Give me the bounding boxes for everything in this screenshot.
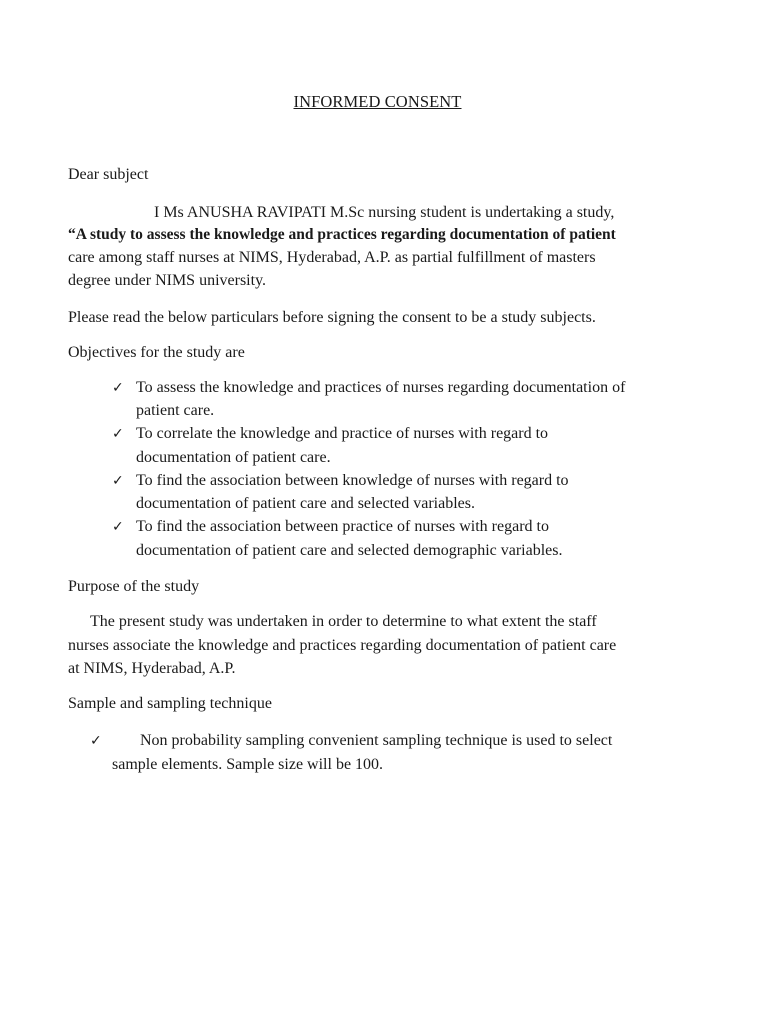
sample-line-2: sample elements. Sample size will be 100. xyxy=(112,756,384,773)
checkmark-icon: ✓ xyxy=(112,380,124,396)
objective-3-line-2: documentation of patient care and selected variables. xyxy=(136,495,475,512)
read-notice: Please read the below particulars before signing the consent to be a study subjects. xyxy=(68,309,596,326)
checkmark-icon: ✓ xyxy=(90,733,102,749)
objective-1-line-1: To assess the knowledge and practices of nurses regarding documentation of xyxy=(136,379,626,396)
objective-3-line-1: To find the association between knowledge of nurses with regard to xyxy=(136,472,569,489)
checkmark-icon: ✓ xyxy=(112,426,124,442)
salutation: Dear subject xyxy=(68,166,149,183)
document-title: INFORMED CONSENT xyxy=(293,92,462,111)
objective-4-line-1: To find the association between practice of nurses with regard to xyxy=(136,518,549,535)
checkmark-icon: ✓ xyxy=(112,519,124,535)
objective-4-line-2: documentation of patient care and selected demographic variables. xyxy=(136,542,563,559)
objective-2-line-1: To correlate the knowledge and practice of nurses with regard to xyxy=(136,425,549,442)
purpose-heading: Purpose of the study xyxy=(68,578,200,595)
checkmark-icon: ✓ xyxy=(112,473,124,489)
intro-line-4: degree under NIMS university. xyxy=(68,272,267,289)
study-title-bold: “A study to assess the knowledge and practices regarding documentation of patient xyxy=(68,226,616,243)
intro-line-1: I Ms ANUSHA RAVIPATI M.Sc nursing student is undertaking a study, xyxy=(154,204,615,221)
objective-1-line-2: patient care. xyxy=(136,402,215,419)
objectives-heading: Objectives for the study are xyxy=(68,344,245,361)
purpose-line-1: The present study was undertaken in order to determine to what extent the staff xyxy=(90,613,597,630)
purpose-line-2: nurses associate the knowledge and practices regarding documentation of patient care xyxy=(68,637,617,654)
sample-line-1: Non probability sampling convenient sampling technique is used to select xyxy=(140,732,613,749)
intro-line-3: care among staff nurses at NIMS, Hyderabad, A.P. as partial fulfillment of masters xyxy=(68,249,596,266)
sample-heading: Sample and sampling technique xyxy=(68,695,272,712)
purpose-line-3: at NIMS, Hyderabad, A.P. xyxy=(68,660,236,677)
objective-2-line-2: documentation of patient care. xyxy=(136,449,331,466)
